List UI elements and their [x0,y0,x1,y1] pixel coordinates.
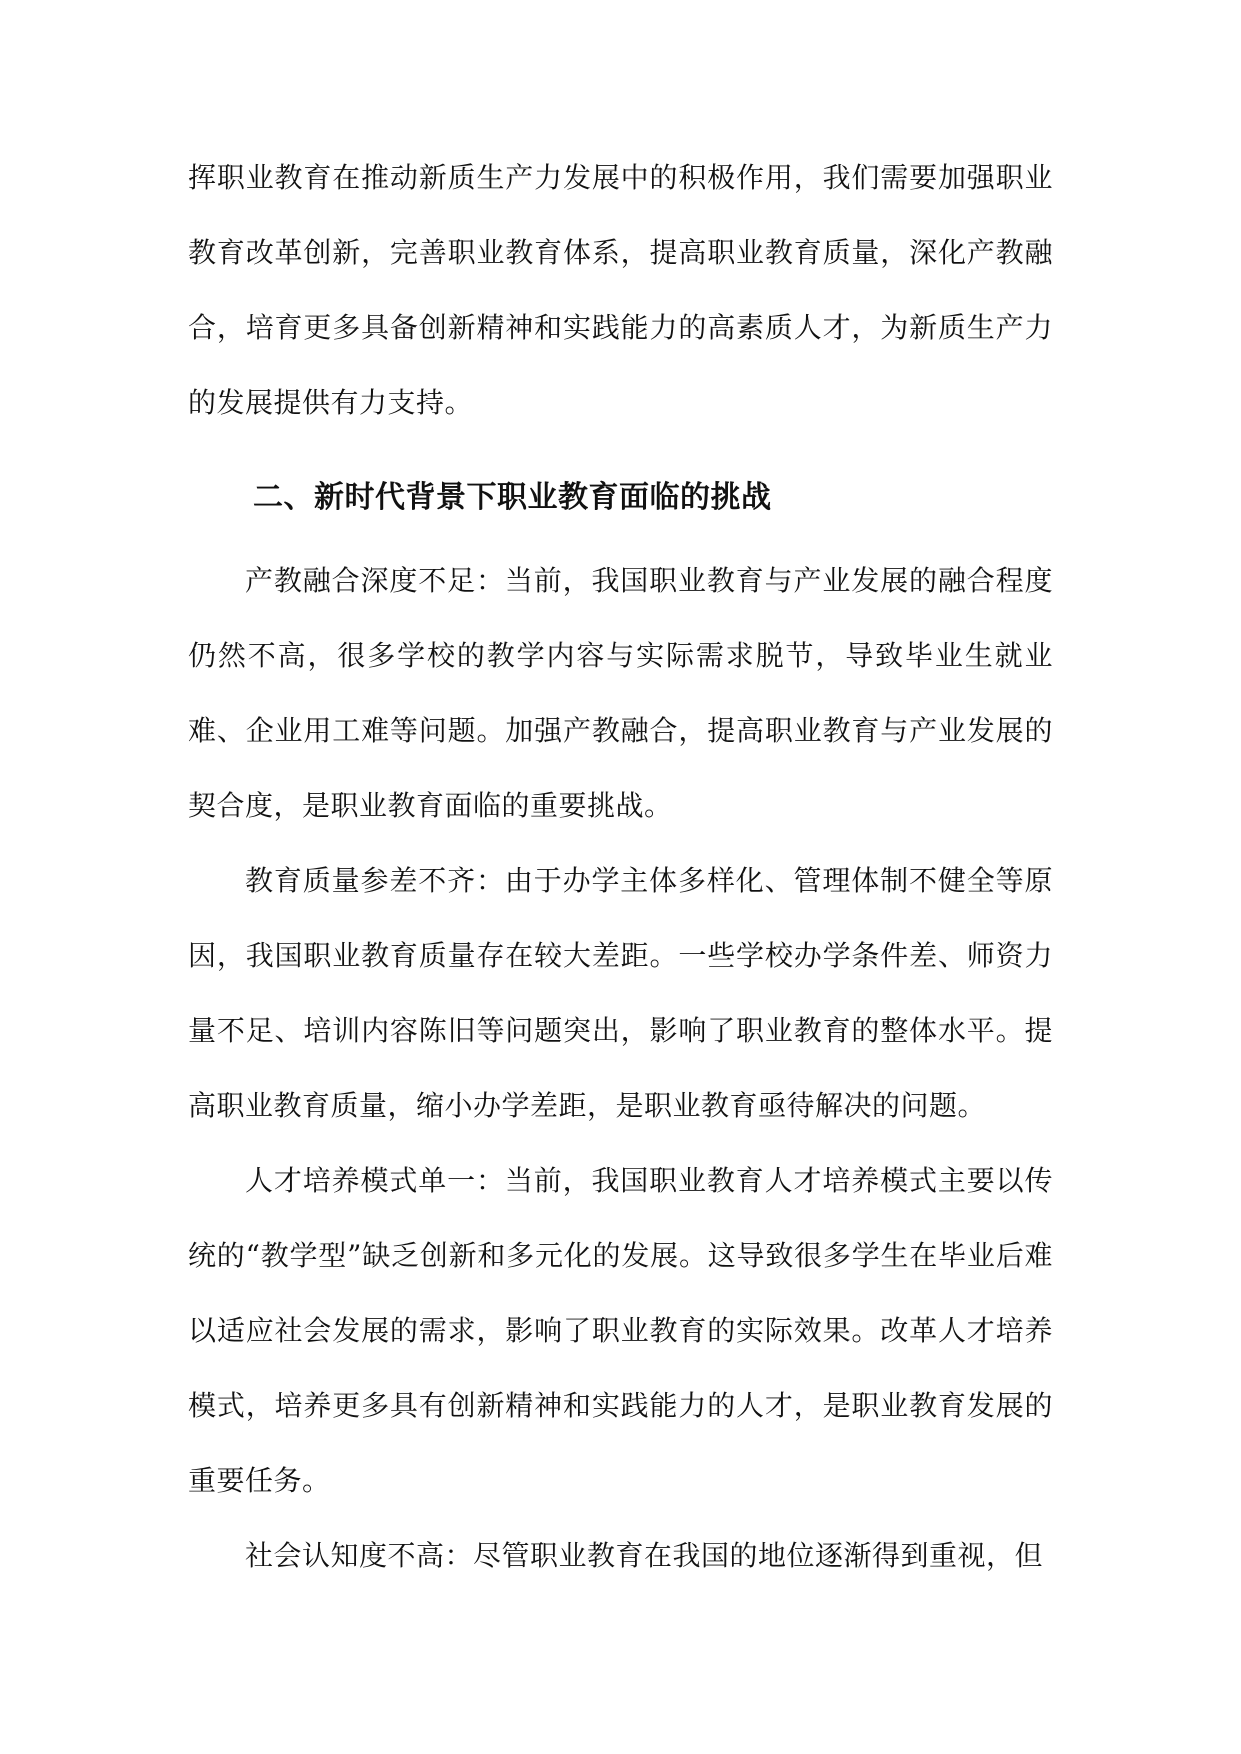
document-body [188,140,1053,1593]
section-heading: 二、新时代背景下职业教育面临的挑战 [253,480,772,515]
paragraph-training-model: 人才培养模式单一：当前，我国职业教育人才培养模式主要以传统的“教学型”缺乏创新和多元化的发展。这导致很多学生在毕业后难以适应社会发展的需求，影响了职业教育的实际效果。改革人才培养模式，培养更多具有创新精神和实践能力的人才，是职业教育发展的重要任务。 [188,1164,1053,1497]
paragraph-continuation: 挥职业教育在推动新质生产力发展中的积极作用，我们需要加强职业教育改革创新，完善职业教育体系，提高职业教育质量，深化产教融合，培育更多具备创新精神和实践能力的高素质人才，为新质生产力的发展提供有力支持。 [188,161,1053,419]
paragraph-integration: 产教融合深度不足：当前，我国职业教育与产业发展的融合程度仍然不高，很多学校的教学内容与实际需求脱节，导致毕业生就业难、企业用工难等问题。加强产教融合，提高职业教育与产业发展的契合度，是职业教育面临的重要挑战。 [188,564,1053,822]
paragraph-social-recognition: 社会认知度不高：尽管职业教育在我国的地位逐渐得到重视，但 [245,1539,1044,1572]
paragraph-quality: 教育质量参差不齐：由于办学主体多样化、管理体制不健全等原因，我国职业教育质量存在较大差距。一些学校办学条件差、师资力量不足、培训内容陈旧等问题突出，影响了职业教育的整体水平。提高职业教育质量，缩小办学差距，是职业教育亟待解决的问题。 [188,864,1053,1122]
